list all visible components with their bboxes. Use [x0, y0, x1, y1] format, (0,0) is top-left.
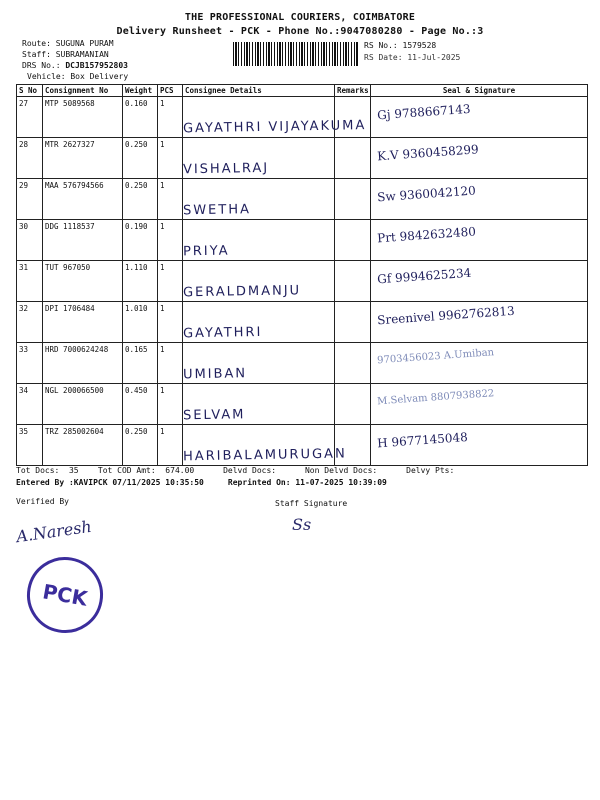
drs-number [22, 61, 128, 71]
signature-handwriting: Prt 9842632480 [376, 224, 477, 246]
weight-cell: 0.165 [123, 343, 158, 384]
pcs-cell: 1 [158, 343, 183, 384]
sno-cell: 28 [17, 138, 43, 179]
consignee-handwriting: UMIBAN [182, 366, 248, 383]
consignee-handwriting: HARIBALAMURUGAN [182, 446, 347, 465]
totals-line: Tot Docs: 35 Tot COD Amt: 674.00 Delvd Docs: Non Delvd Docs: Delvy Pts: [16, 466, 455, 475]
consignee-cell [183, 138, 335, 179]
remarks-cell [335, 261, 371, 302]
consignment-cell: NGL 200066500 [43, 384, 123, 425]
consignee-handwriting: VISHALRAJ [182, 160, 270, 178]
runsheet-table [16, 84, 588, 466]
pcs-cell: 1 [158, 261, 183, 302]
consignee-handwriting: PRIYA [182, 243, 230, 260]
weight-cell: 0.160 [123, 97, 158, 138]
route-text: Route: SUGUNA PURAM [22, 39, 114, 48]
remarks-cell [335, 302, 371, 343]
remarks-cell [335, 179, 371, 220]
rs-date: RS Date: 11-Jul-2025 [364, 53, 461, 62]
signature-handwriting: H 9677145048 [376, 430, 469, 451]
signature-cell [371, 138, 588, 179]
col-consignment: Consignment No [43, 85, 123, 97]
vehicle-text: Vehicle: Box Delivery [27, 72, 129, 81]
signature-handwriting: Sreenivel 9962762813 [376, 303, 516, 328]
col-weight: Weight [123, 85, 158, 97]
table-row [17, 179, 588, 220]
pcs-cell: 1 [158, 138, 183, 179]
table-row [17, 302, 588, 343]
table-header-row [17, 85, 588, 97]
consignee-cell [183, 179, 335, 220]
consignee-handwriting: GAYATHRI [182, 324, 263, 342]
consignment-cell: DDG 1118537 [43, 220, 123, 261]
signature-cell [371, 261, 588, 302]
weight-cell: 0.250 [123, 179, 158, 220]
signature-cell [371, 302, 588, 343]
consignment-cell: TUT 967050 [43, 261, 123, 302]
signature-handwriting: Sw 9360042120 [376, 183, 477, 205]
weight-cell: 0.450 [123, 384, 158, 425]
table-row [17, 384, 588, 425]
remarks-cell [335, 138, 371, 179]
staff-signature-mark: Ss [292, 515, 312, 534]
drs-label: DRS No.: [22, 61, 61, 70]
rs-number: RS No.: 1579528 [364, 41, 437, 50]
consignment-cell: MAA 576794566 [43, 179, 123, 220]
staff-signature-label: Staff Signature [275, 499, 348, 508]
entered-by-line: Entered By :KAVIPCK 07/11/2025 10:35:50 Reprinted On: 11-07-2025 10:39:09 [16, 478, 387, 487]
barcode-image [233, 42, 359, 66]
stamp-text: PCK [40, 579, 90, 611]
consignee-cell [183, 384, 335, 425]
weight-cell: 0.190 [123, 220, 158, 261]
weight-cell: 1.010 [123, 302, 158, 343]
consignment-cell: MTR 2627327 [43, 138, 123, 179]
consignee-handwriting: GERALDMANJU [182, 283, 302, 301]
consignee-handwriting: SWETHA [182, 202, 252, 219]
signature-cell [371, 343, 588, 384]
weight-cell: 0.250 [123, 425, 158, 466]
company-title: THE PROFESSIONAL COURIERS, COIMBATORE [184, 12, 416, 23]
consignee-cell [183, 343, 335, 384]
table-row [17, 261, 588, 302]
consignment-cell: HRD 7000624248 [43, 343, 123, 384]
consignee-cell [182, 97, 367, 138]
remarks-cell [335, 220, 371, 261]
consignee-cell [182, 425, 347, 466]
signature-handwriting: K.V 9360458299 [376, 142, 480, 164]
consignee-cell [183, 302, 335, 343]
table-row [17, 220, 588, 261]
signature-cell [371, 97, 588, 138]
signature-cell [371, 425, 588, 466]
sno-cell: 32 [17, 302, 43, 343]
sno-cell: 33 [17, 343, 43, 384]
table-row [17, 425, 588, 466]
remarks-cell [335, 343, 371, 384]
signature-handwriting: M.Selvam 8807938822 [376, 388, 495, 408]
staff-text: Staff: SUBRAMANIAN [22, 50, 109, 59]
consignment-cell: TRZ 285002604 [43, 425, 123, 466]
col-remarks: Remarks [335, 85, 371, 97]
signature-handwriting: 9703456023 A.Umiban [376, 347, 495, 367]
sno-cell: 31 [17, 261, 43, 302]
remarks-cell [335, 384, 371, 425]
consignment-cell: DPI 1706484 [43, 302, 123, 343]
sno-cell: 34 [17, 384, 43, 425]
pck-stamp [21, 551, 109, 639]
col-consignee: Consignee Details [183, 85, 335, 97]
verifier-signature: A.Naresh [15, 516, 93, 547]
consignee-cell [183, 261, 335, 302]
signature-cell [371, 220, 588, 261]
col-sno: S No [17, 85, 43, 97]
pcs-cell: 1 [158, 302, 183, 343]
pcs-cell: 1 [158, 179, 183, 220]
pcs-cell: 1 [158, 97, 183, 138]
sno-cell: 27 [17, 97, 43, 138]
runsheet-subtitle: Delivery Runsheet - PCK - Phone No.:9047080280 - Page No.:3 [116, 26, 484, 37]
col-seal-signature: Seal & Signature [371, 85, 588, 97]
signature-cell [371, 384, 588, 425]
consignee-handwriting: GAYATHRI VIJAYAKUMA [182, 118, 367, 137]
sno-cell: 29 [17, 179, 43, 220]
weight-cell: 0.250 [123, 138, 158, 179]
verified-by-label: Verified By [16, 497, 69, 506]
consignee-handwriting: SELVAM [182, 407, 246, 424]
table-row [17, 343, 588, 384]
table-row [17, 97, 588, 138]
pcs-cell: 1 [158, 384, 183, 425]
table-row [17, 138, 588, 179]
pcs-cell: 1 [158, 425, 183, 466]
sno-cell: 35 [17, 425, 43, 466]
consignment-cell: MTP 5089568 [43, 97, 123, 138]
signature-handwriting: Gj 9788667143 [376, 101, 471, 123]
drs-value: DCJB157952803 [65, 61, 128, 70]
sno-cell: 30 [17, 220, 43, 261]
signature-handwriting: Gf 9994625234 [376, 265, 472, 287]
consignee-cell [183, 220, 335, 261]
signature-cell [371, 179, 588, 220]
weight-cell: 1.110 [123, 261, 158, 302]
pcs-cell: 1 [158, 220, 183, 261]
col-pcs: PCS [158, 85, 183, 97]
